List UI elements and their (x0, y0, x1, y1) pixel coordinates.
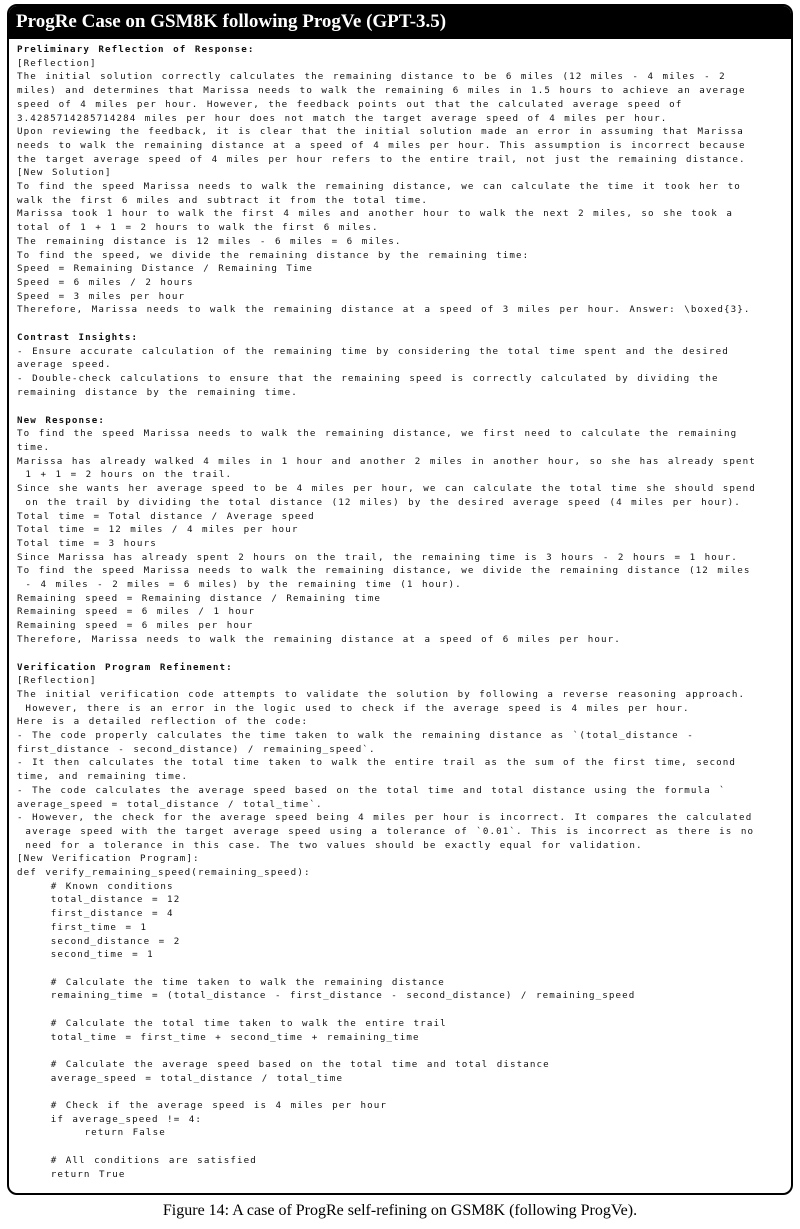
text-line (17, 1140, 783, 1154)
text-line: Since she wants her average speed to be 4 miles per hour, we can calculate the total time she should spend (17, 483, 756, 495)
text-line: # All conditions are satisfied (17, 1154, 257, 1166)
figure-box (7, 4, 793, 1195)
text-line: Marissa has already walked 4 miles in 1 hour and another 2 miles in another hour, so she has already spent (17, 455, 756, 467)
text-line: To find the speed Marissa needs to walk the remaining distance, we divide the remaining distance (12 miles (17, 565, 751, 577)
text-line: The initial verification code attempts to validate the solution by following a reverse reasoning approach. (17, 688, 746, 700)
text-line: Therefore, Marissa needs to walk the remaining distance at a speed of 3 miles per hour. Answer: \boxed{3}. (17, 304, 751, 316)
text-line: Since Marissa has already spent 2 hours on the trail, the remaining time is 3 hours - 2 hours = 1 hour. (17, 551, 738, 563)
text-line: However, there is an error in the logic used to check if the average speed is 4 miles per hour. (17, 702, 690, 714)
text-line: miles) and determines that Marissa needs to walk the remaining 6 miles in 1.5 hours to achieve an average (17, 85, 746, 97)
text-line: average speed. (17, 359, 112, 371)
text-line: total of 1 + 1 = 2 hours to walk the first 6 miles. (17, 222, 379, 234)
text-line: first_time = 1 (17, 921, 148, 933)
text-line: - 4 miles - 2 miles = 6 miles) by the remaining time (1 hour). (17, 579, 462, 591)
text-line: the target average speed of 4 miles per hour refers to the entire trail, not just the remaining distance. (17, 153, 746, 165)
text-line: Total time = 3 hours (17, 537, 157, 549)
text-line: # Calculate the time taken to walk the remaining distance (17, 976, 445, 988)
text-line: Marissa took 1 hour to walk the first 4 miles and another hour to walk the next 2 miles, so she took a (17, 208, 733, 220)
text-line (17, 1044, 783, 1058)
text-line: Total time = Total distance / Average speed (17, 510, 315, 522)
text-line: time. (17, 441, 51, 453)
text-line: remaining_time = (total_distance - first_distance - second_distance) / remaining_speed (17, 990, 636, 1002)
text-line: Therefore, Marissa needs to walk the remaining distance at a speed of 6 miles per hour. (17, 633, 621, 645)
text-line (17, 1085, 783, 1099)
text-line: def verify_remaining_speed(remaining_speed): (17, 867, 311, 879)
text-line: Speed = 6 miles / 2 hours (17, 276, 194, 288)
text-line: time, and remaining time. (17, 771, 189, 783)
text-line: - Ensure accurate calculation of the remaining time by considering the total time spent and the desired (17, 345, 729, 357)
text-line: average_speed = total_distance / total_time (17, 1072, 344, 1084)
text-line: # Known conditions (17, 880, 174, 892)
text-line: return True (17, 1168, 126, 1180)
text-line: total_time = first_time + second_time + remaining_time (17, 1031, 420, 1043)
text-line: The remaining distance is 12 miles - 6 miles = 6 miles. (17, 235, 402, 247)
section-heading: Preliminary Reflection of Response: (17, 44, 255, 55)
text-line: 3.4285714285714284 miles per hour does not match the target average speed of 4 miles per hour. (17, 112, 668, 124)
text-line: second_distance = 2 (17, 935, 181, 947)
text-line: To find the speed Marissa needs to walk the remaining distance, we first need to calculate the remaining (17, 428, 738, 440)
section-heading: Contrast Insights: (17, 332, 139, 344)
text-line: - It then calculates the total time taken to walk the entire trail as the sum of the first time, second (17, 757, 737, 769)
text-line: average speed with the target average speed using a tolerance of `0.01`. This is incorrect as there is no (17, 825, 755, 837)
text-line: walk the first 6 miles and subtract it from the total time. (17, 194, 429, 206)
text-line: # Check if the average speed is 4 miles per hour (17, 1100, 388, 1112)
text-line: Speed = 3 miles per hour (17, 290, 186, 302)
text-line: if average_speed != 4: (17, 1113, 203, 1125)
text-line: Remaining speed = 6 miles / 1 hour (17, 606, 256, 618)
section-heading: New Response: (17, 414, 106, 426)
text-line: # Calculate the total time taken to walk the entire trail (17, 1017, 447, 1029)
text-line: [New Solution] (17, 167, 112, 179)
text-line: [Reflection] (17, 675, 97, 687)
text-line: first_distance - second_distance) / remaining_speed`. (17, 743, 376, 755)
text-line: on the trail by dividing the total distance (12 miles) by the desired average speed (4 miles per hour). (17, 496, 741, 508)
text-line: average_speed = total_distance / total_time`. (17, 798, 323, 810)
text-line: return False (17, 1127, 166, 1139)
text-line: Total time = 12 miles / 4 miles per hour (17, 524, 299, 536)
text-line: needs to walk the remaining distance at a speed of 4 miles per hour. This assumption is incorrect because (17, 139, 746, 151)
section-preliminary-reflection (17, 43, 783, 317)
text-line: To find the speed, we divide the remaining distance by the remaining time: (17, 249, 530, 261)
text-line: 1 + 1 = 2 hours on the trail. (17, 469, 233, 481)
text-line (17, 962, 783, 976)
text-line: - Double-check calculations to ensure that the remaining speed is correctly calculated by dividing the (17, 373, 719, 385)
text-line: second_time = 1 (17, 949, 154, 961)
text-line: The initial solution correctly calculates the remaining distance to be 6 miles (12 miles - 4 miles - 2 (17, 71, 726, 83)
text-line: Speed = Remaining Distance / Remaining Time (17, 263, 313, 275)
text-line: To find the speed Marissa needs to walk the remaining distance, we can calculate the time it took her to (17, 181, 741, 193)
text-line: Here is a detailed reflection of the code: (17, 716, 309, 728)
text-line: # Calculate the average speed based on the total time and total distance (17, 1058, 550, 1070)
text-line: total_distance = 12 (17, 894, 181, 906)
figure-title: ProgRe Case on GSM8K following ProgVe (GPT-3.5) (16, 11, 447, 32)
text-line: - The code calculates the average speed based on the total time and total distance using the formula ` (17, 784, 726, 796)
section-contrast-insights (17, 331, 783, 400)
text-line: first_distance = 4 (17, 908, 174, 920)
text-line: Upon reviewing the feedback, it is clear that the initial solution made an error in assuming that Marissa (17, 126, 744, 138)
text-line: [New Verification Program]: (17, 853, 200, 865)
text-line: Remaining speed = 6 miles per hour (17, 620, 254, 632)
section-heading: Verification Program Refinement: (17, 661, 233, 673)
figure-caption: Figure 14: A case of ProgRe self-refining on GSM8K (following ProgVe). (162, 1202, 638, 1220)
section-verification-program-refinement (17, 661, 783, 1182)
figure-body (9, 39, 791, 1193)
text-line: need for a tolerance in this case. The two values should be exactly equal for validation. (17, 839, 643, 851)
text-line: remaining distance by the remaining time. (17, 386, 298, 398)
section-new-response (17, 414, 783, 647)
text-line: - The code properly calculates the time taken to walk the remaining distance as `(total_distance - (17, 730, 694, 742)
text-line: Remaining speed = Remaining distance / Remaining time (17, 592, 382, 604)
text-line: - However, the check for the average speed being 4 miles per hour is incorrect. It compares the calculated (17, 812, 753, 824)
text-line: speed of 4 miles per hour. However, the feedback points out that the calculated average speed of (17, 98, 683, 110)
text-line (17, 1003, 783, 1017)
text-line: [Reflection] (17, 57, 97, 69)
figure-title-bar (9, 6, 791, 39)
